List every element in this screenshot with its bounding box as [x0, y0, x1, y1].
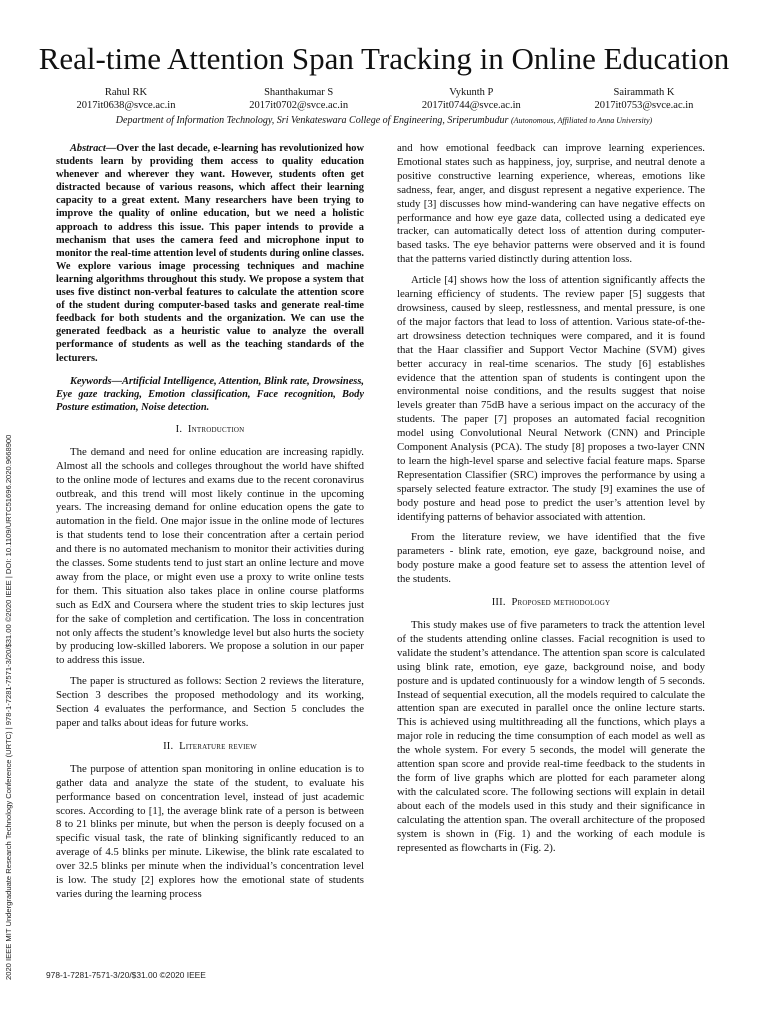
left-column	[56, 142, 364, 902]
author-name: Vykunth P	[449, 87, 494, 98]
author-list	[40, 86, 730, 112]
section-title: Literature review	[179, 740, 257, 752]
section-heading-introduction	[56, 423, 364, 437]
section-number: II.	[163, 740, 174, 752]
paragraph: and how emotional feedback can improve learning experiences. Emotional states such as happiness, joy, surprise, and neutral denote a positive constructive learning experience, whereas, emotions like sadness, fear, anger, and disgust represent a negative experience. The study [3] discusses how mind-wandering can have negative effects on performance and how eye gaze data, collected using a dedicated eye tracker, can automatically detect loss of attention during computer-based tasks. The eye behavior patterns were observed and it is found that the patterns varied distinctly during attention loss.	[397, 142, 705, 266]
paragraph: The demand and need for online education are increasing rapidly. Almost all the schools and colleges throughout the world have shifted to the online mode of lectures and exams due to the recent coronavirus outbreak, and this trend will most likely continue in the upcoming years. The increasing demand for online education opens the gate to automation in the field. One major issue in the online mode of lectures is that students tend to lose their concentration after a certain period and there is no automated mechanism to monitor their activities during the classes. Some students tend to just start an online lecture and move away from the place, or might even use a proxy to write online tests for them. This situation also takes place in online course platforms such as EdX and Coursera where the student tries to skip lectures just for the sake of completion and certification. The loss in concentration not only affects the student’s knowledge level but also hurts the society by producing low-skilled laborers. We propose a solution in our paper to address this issue.	[56, 445, 364, 667]
right-column	[397, 142, 705, 855]
paragraph: Article [4] shows how the loss of attention significantly affects the learning efficiency of students. The review paper [5] suggests that drowsiness, caused by sleep, restlessness, and mental pressure, is one of the major factors that lead to loss of attention. Various state-of-the-art drowsiness detection techniques were compared, and it is found that the Haar classifier and Support Vector Machine (SVM) gives better accuracy in real-time scenarios. The study [6] establishes evidence that the attention span of students is contingent upon the environmental noise conditions, and the results suggest that noise levels greater than 75dB have a serious impact on the accuracy of the students. The paper [7] proposes an automated facial recognition model using Convolutional Neural Network (CNN) and Principle Component Analysis (PCA). The study [8] proposes a two-layer CNN to learn the high-level sparse and selective facial feature maps. Sparse Representation Classifier (SRC) improves the performance by using a sparsely selected feature extractor. The study [9] examines the use of body posture and head pose to predict the user’s attention level by identifying patterns of behavior associated with attention.	[397, 274, 705, 523]
author-email: 2017it0702@svce.ac.in	[249, 100, 349, 111]
affiliation-note: (Autonomous, Affiliated to Anna University)	[510, 116, 653, 125]
keywords-label: Keywords	[70, 375, 112, 387]
author-block	[385, 86, 557, 112]
section-title: Proposed methodology	[511, 597, 611, 609]
section-heading-proposed-methodology	[397, 596, 705, 610]
author-name: Shanthakumar S	[264, 87, 334, 98]
section-number: III.	[491, 597, 506, 609]
affiliation-text: Department of Information Technology, Sri Venkateswara College of Engineering, Sriperumbudur	[115, 115, 509, 126]
sidebar-citation: 2020 IEEE MIT Undergraduate Research Technology Conference (URTC) | 978-1-7281-7571-3/20/$31.00 ©2020 IEEE | DOI: 10.1109/URTC51696.2020.9668900	[4, 434, 13, 980]
section-number: I.	[175, 423, 183, 435]
paragraph: From the literature review, we have identified that the five parameters - blink rate, emotion, eye gaze, background noise, and body posture make a good feature set to assess the attention level of the students.	[397, 531, 705, 586]
paragraph: The paper is structured as follows: Section 2 reviews the literature, Section 3 describes the proposed methodology and its working, Section 4 evaluates the performance, and Section 5 concludes the paper and talks about ideas for future works.	[56, 675, 364, 729]
abstract-text: —Over the last decade, e-learning has revolutionized how students learn by providing them access to quality education whenever and wherever they want. However, students often get distracted because of various reasons, which affect their learning capacity to a great extent. Many researchers have been trying to improve the quality of online education, but we need a holistic approach to address this issue. This paper intends to provide a mechanism that uses the camera feed and microphone input to monitor the real-time attention level of students during online classes. We explore various image processing techniques and machine learning algorithms throughout this study. We propose a system that uses five distinct non-verbal features to calculate the attention score of the student during computer-based tasks and generate real-time feedback for both students and the organization. We can use the generated feedback as a heuristic value to analyze the overall performance of students as well as the teaching standards of the lecturers.	[56, 143, 364, 364]
author-block	[558, 86, 730, 112]
section-heading-literature-review	[56, 740, 364, 754]
abstract	[56, 142, 364, 365]
author-email: 2017it0744@svce.ac.in	[421, 100, 521, 111]
author-name: Rahul RK	[104, 87, 148, 98]
author-email: 2017it0753@svce.ac.in	[594, 100, 694, 111]
paper-title: Real-time Attention Span Tracking in Online Education	[38, 41, 730, 76]
author-name: Sairammath K	[613, 87, 675, 98]
author-block	[40, 86, 212, 112]
section-title: Introduction	[187, 423, 245, 435]
paragraph: This study makes use of five parameters to track the attention level of the students attending online classes. Facial recognition is used to validate the student’s attendance. The attention span score is calculated using blink rate, emotion, eye gaze, background noise, and body posture and is updated continuously for a window length of 5 seconds. Instead of sequential execution, all the models required to calculate the attention span are executed in parallel once the online lecture starts. This is achieved using multithreading all the functions, which plays a major role in reducing the time consumption of each model as well as the whole system. For every 5 seconds, the model will generate the attention span score and provide real-time feedback to the students in the form of live graphs which are plotted for each parameter along with the calculated score. The following sections will explain in detail about each of the models used in this study and their significance in calculating the attention span. The overall architecture of the proposed system is shown in (Fig. 1) and the working of each module is represented as flowcharts in (Fig. 2).	[397, 619, 705, 854]
author-email: 2017it0638@svce.ac.in	[76, 100, 176, 111]
keywords	[56, 375, 364, 414]
paragraph: The purpose of attention span monitoring in online education is to gather data and analyze the state of the student, to evaluate his performance based on concentration level, instead of just academic scores. According to [1], the average blink rate of a person is between 8 to 21 blinks per minute, but when the person is deeply focused on a specific visual task, the rate of blinking significantly reduced to an average of 4.5 blinks per minute. Likewise, the blink rate escalated to over 32.5 blinks per minute when the individual’s concentration level is low. The study [2] explores how the emotional state of students varies during the learning process	[56, 762, 364, 900]
footer-copyright: 978-1-7281-7571-3/20/$31.00 ©2020 IEEE	[46, 970, 206, 980]
abstract-label: Abstract	[70, 143, 106, 154]
affiliation	[0, 115, 768, 126]
author-block	[213, 86, 385, 112]
keywords-text: —Artificial Intelligence, Attention, Blink rate, Drowsiness, Eye gaze tracking, Emotion classification, Face recognition, Body Posture estimation, Noise detection.	[56, 375, 364, 413]
